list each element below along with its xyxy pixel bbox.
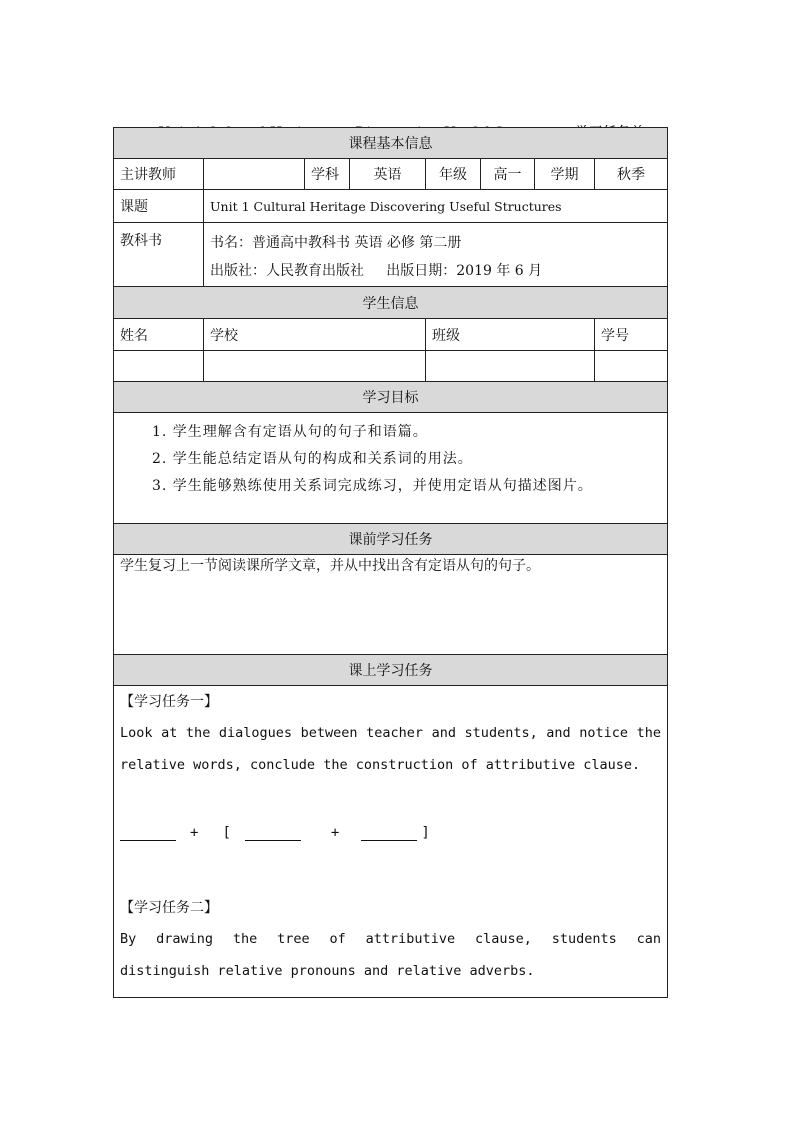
topic-row — [114, 190, 668, 223]
goals-list — [120, 413, 661, 500]
formula-left-bracket: [ — [222, 825, 231, 841]
in-class-header-row — [114, 655, 668, 686]
task1-text: Look at the dialogues between teacher and students, and notice the relative words, conclude the construction of attributive clause. — [120, 725, 661, 773]
student-value-row — [114, 351, 668, 382]
formula-plus: + — [330, 825, 340, 841]
construction-formula — [120, 817, 661, 849]
topic-value: Unit 1 Cultural Heritage Discovering Useful Structures — [204, 190, 668, 223]
teacher-label: 主讲教师 — [114, 159, 204, 190]
in-class-cell — [114, 686, 668, 998]
subject-label: 学科 — [305, 159, 350, 190]
textbook-title: 书名：普通高中教科书 英语 必修 第二册 — [210, 235, 462, 251]
topic-label: 课题 — [114, 190, 204, 223]
class-label: 班级 — [426, 319, 595, 351]
task2-title: 【学习任务二】 — [120, 900, 218, 916]
pre-class-text: 学生复习上一节阅读课所学文章，并从中找出含有定语从句的句子。 — [114, 555, 668, 655]
in-class-row — [114, 686, 668, 998]
in-class-header: 课上学习任务 — [114, 655, 668, 686]
student-info-header-row — [114, 287, 668, 319]
goal-item: 3. 学生能够熟练使用关系词完成练习，并使用定语从句描述图片。 — [152, 478, 593, 494]
pre-class-row — [114, 555, 668, 655]
formula-plus: + — [190, 825, 199, 841]
name-label: 姓名 — [114, 319, 204, 351]
goals-row — [114, 413, 668, 524]
formula-blank-clause[interactable] — [361, 826, 417, 841]
student-info-header: 学生信息 — [114, 287, 668, 319]
goal-item: 1. 学生理解含有定语从句的句子和语篇。 — [152, 424, 428, 440]
textbook-label: 教科书 — [114, 223, 204, 287]
course-info-header: 课程基本信息 — [114, 128, 668, 159]
student-id-label: 学号 — [595, 319, 668, 351]
name-field[interactable] — [114, 351, 204, 382]
subject-value: 英语 — [350, 159, 426, 190]
task1-title: 【学习任务一】 — [120, 694, 218, 710]
task-sheet-table — [113, 127, 668, 998]
pre-class-header-row — [114, 524, 668, 555]
goals-cell — [114, 413, 668, 524]
formula-blank-relative-word[interactable] — [245, 826, 301, 841]
formula-blank-antecedent[interactable] — [120, 826, 176, 841]
grade-label: 年级 — [426, 159, 481, 190]
goal-item: 2. 学生能总结定语从句的构成和关系词的用法。 — [152, 451, 473, 467]
textbook-details — [204, 223, 668, 287]
school-field[interactable] — [204, 351, 426, 382]
class-field[interactable] — [426, 351, 595, 382]
course-info-header-row — [114, 128, 668, 159]
textbook-row — [114, 223, 668, 287]
course-basic-row — [114, 159, 668, 190]
grade-value: 高一 — [481, 159, 535, 190]
student-label-row — [114, 319, 668, 351]
pre-class-header: 课前学习任务 — [114, 524, 668, 555]
task2-text: By drawing the tree of attributive clause, students can distinguish relative pronouns and relative adverbs. — [120, 931, 661, 979]
formula-right-bracket: ] — [421, 825, 430, 841]
textbook-publisher: 出版社：人民教育出版社 出版日期：2019 年 6 月 — [210, 263, 543, 279]
student-id-field[interactable] — [595, 351, 668, 382]
term-value: 秋季 — [595, 159, 668, 190]
teacher-value[interactable] — [204, 159, 305, 190]
term-label: 学期 — [535, 159, 595, 190]
document-title — [0, 100, 794, 122]
goals-header: 学习目标 — [114, 382, 668, 413]
school-label: 学校 — [204, 319, 426, 351]
goals-header-row — [114, 382, 668, 413]
